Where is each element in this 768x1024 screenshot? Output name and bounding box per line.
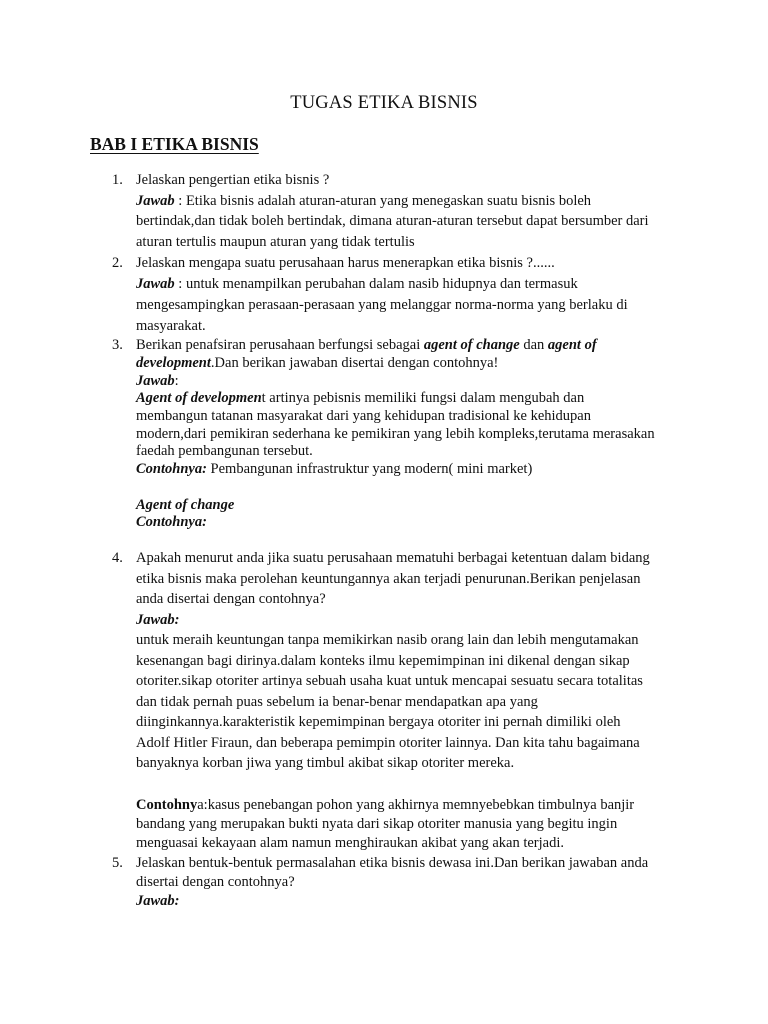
answer-text: t artinya pebisnis memiliki fungsi dalam mengubah dan [261, 390, 585, 406]
colon: : [174, 373, 179, 389]
document-title: TUGAS ETIKA BISNIS [290, 93, 478, 113]
question-text [136, 354, 498, 372]
answer-line: Adolf Hitler Firaun, dan beberapa pemimpin otoriter lainnya. Dan kita tahu bagaimana [136, 735, 640, 751]
answer-text: : Etika bisnis adalah aturan-aturan yang menegaskan suatu bisnis boleh [174, 193, 592, 209]
answer-line: bertindak,dan tidak boleh bertindak, dimana aturan-aturan tersebut dapat bersumber dari [136, 213, 649, 229]
example-text: Pembangunan infrastruktur yang modern( mini market) [206, 461, 533, 477]
answer-text: : untuk menampilkan perubahan dalam nasib hidupnya dan termasuk [174, 276, 578, 292]
term-agent-of-development: agent of [547, 337, 597, 353]
jawab-label: Jawab [136, 276, 175, 292]
jawab-label: Jawab [136, 373, 175, 389]
example-line: bandang yang merupakan bukti nyata dari sikap otoriter manusia yang begitu ingin [136, 816, 618, 832]
agent-of-change-label: Agent of change [136, 497, 235, 513]
answer-line [136, 275, 578, 293]
example-line [136, 796, 634, 814]
answer-line: untuk meraih keuntungan tanpa memikirkan nasib orang lain dan lebih mengutamakan [136, 632, 639, 648]
answer-line: masyarakat. [136, 318, 206, 334]
question-text: Jelaskan bentuk-bentuk permasalahan etika bisnis dewasa ini.Dan berikan jawaban anda [136, 855, 649, 871]
question-text-part: Berikan penafsiran perusahaan berfungsi sebagai [136, 337, 424, 353]
agent-of-development-label: Agent of developmen [136, 390, 262, 406]
question-text-part: .Dan berikan jawaban disertai dengan contohnya! [210, 355, 499, 371]
answer-line: mengesampingkan perasaan-perasaan yang melanggar norma-norma yang berlaku di [136, 297, 628, 313]
answer-line: dan tidak pernah puas sebelum ia benar-benar mendapatkan apa yang [136, 694, 538, 710]
example-text: a:kasus penebangan pohon yang akhirnya memnyebebkan timbulnya banjir [197, 797, 635, 813]
term-agent-of-development: development [136, 355, 211, 371]
question-text: etika bisnis maka perolehan keuntungannya akan terjadi penurunan.Berikan penjelasan [136, 571, 641, 587]
list-number: 5. [112, 855, 123, 871]
question-text [136, 336, 597, 354]
answer-line: faedah pembangunan tersebut. [136, 443, 313, 459]
answer-line: diinginkannya.karakteristik kepemimpinan bergaya otoriter ini pernah dimiliki oleh [136, 714, 621, 730]
question-text-part: dan [519, 337, 548, 353]
list-number: 1. [112, 172, 123, 188]
question-text: anda disertai dengan contohnya? [136, 591, 326, 607]
jawab-label: Jawab: [136, 893, 180, 909]
jawab-label: Jawab [136, 193, 175, 209]
term-agent-of-change: agent of change [423, 337, 520, 353]
example-line [136, 460, 532, 478]
answer-line: otoriter.sikap otoriter artinya sebuah usaha kuat untuk mencapai sesuatu secara totalitas [136, 673, 643, 689]
answer-line: kesenangan bagi dirinya.dalam konteks ilmu kepemimpinan ini dikenal dengan sikap [136, 653, 630, 669]
question-text: Jelaskan pengertian etika bisnis ? [136, 172, 330, 188]
question-text: disertai dengan contohnya? [136, 874, 295, 890]
list-number: 3. [112, 337, 123, 353]
question-text: Apakah menurut anda jika suatu perusahaan mematuhi berbagai ketentuan dalam bidang [136, 550, 650, 566]
contoh-label: Contohnya: [136, 461, 207, 477]
contoh-label: Contohnya: [136, 514, 207, 530]
answer-line: banyaknya korban jiwa yang timbul akibat sikap otoriter mereka. [136, 755, 515, 771]
answer-line [136, 372, 179, 390]
list-number: 4. [112, 550, 123, 566]
contoh-label: Contohny [136, 797, 198, 813]
jawab-label: Jawab: [136, 612, 180, 628]
answer-line [136, 389, 584, 407]
answer-line: membangun tatanan masyarakat dari yang kehidupan tradisional ke kehidupan [136, 408, 591, 424]
answer-line [136, 192, 591, 210]
answer-line: modern,dari pemikiran sederhana ke pemikiran yang lebih kompleks,terutama merasakan [136, 426, 655, 442]
answer-line: aturan tertulis maupun aturan yang tidak tertulis [136, 234, 415, 250]
chapter-heading: BAB I ETIKA BISNIS [90, 134, 259, 154]
list-number: 2. [112, 255, 123, 271]
question-text: Jelaskan mengapa suatu perusahaan harus menerapkan etika bisnis ?...... [136, 255, 555, 271]
example-line: menguasai kekayaan alam namun menghiraukan akibat yang akan terjadi. [136, 835, 564, 851]
